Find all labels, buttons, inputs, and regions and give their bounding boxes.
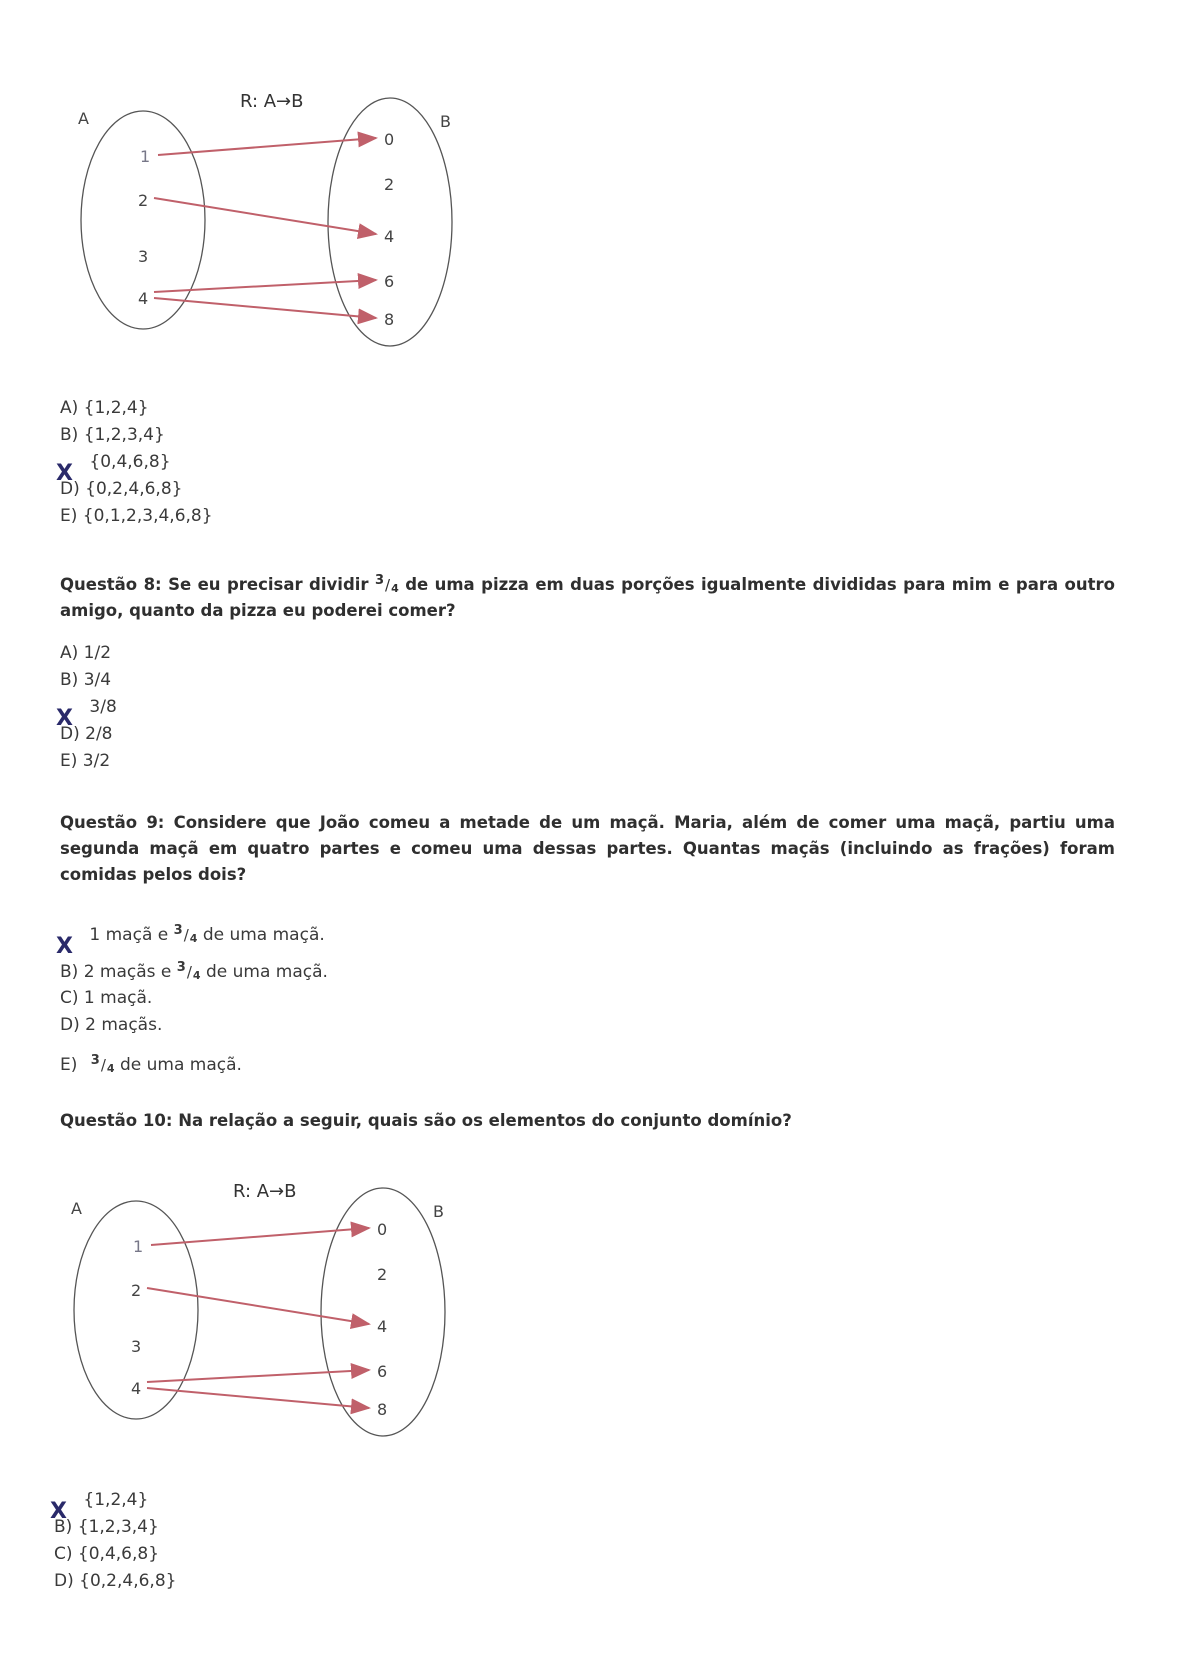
option-text: {0,4,6,8} xyxy=(89,452,171,472)
q10-option-a[interactable] xyxy=(50,1490,149,1524)
arrow-4-to-6 xyxy=(147,1370,369,1382)
answer-mark-icon: X xyxy=(50,1499,67,1524)
option-text: {0,2,4,6,8} xyxy=(85,479,183,499)
option-text: 3/2 xyxy=(82,751,111,771)
q8-option-a[interactable] xyxy=(60,643,111,663)
diagram-group xyxy=(78,91,452,346)
q8-option-e[interactable] xyxy=(60,751,110,771)
relation-title: R: A→B xyxy=(233,1181,297,1202)
option-text: {1,2,3,4} xyxy=(83,425,165,445)
b-element: 0 xyxy=(384,130,395,149)
option-text: 1 maçã. xyxy=(83,988,153,1008)
q7-option-b[interactable] xyxy=(60,425,165,445)
q8-option-d[interactable] xyxy=(60,724,113,744)
a-element: 4 xyxy=(131,1379,142,1398)
relation-diagram-2 xyxy=(0,1090,493,1450)
fraction-num: 3 xyxy=(90,1053,100,1068)
q7-option-c[interactable] xyxy=(56,452,171,486)
q8-option-c[interactable] xyxy=(56,697,117,731)
q7-option-e[interactable] xyxy=(60,506,213,526)
option-letter: A) xyxy=(60,398,79,418)
option-letter: B) xyxy=(60,962,79,982)
option-text: {1,2,4} xyxy=(83,398,149,418)
option-text: 3/4 xyxy=(83,670,112,690)
option-text: {1,2,3,4} xyxy=(77,1517,159,1537)
q8-text-prefix: Questão 8: Se eu precisar dividir xyxy=(60,575,369,594)
option-text: de uma maçã. xyxy=(119,1055,242,1075)
arrow-2-to-4 xyxy=(147,1288,369,1324)
option-text: {0,1,2,3,4,6,8} xyxy=(82,506,213,526)
a-element: 1 xyxy=(140,147,151,166)
option-text: 1 maçã e xyxy=(89,925,169,945)
fraction-slash: / xyxy=(100,1056,106,1074)
a-element: 3 xyxy=(138,247,149,266)
fraction-num: 3 xyxy=(374,573,385,588)
b-element: 2 xyxy=(377,1265,388,1284)
b-element: 4 xyxy=(377,1317,388,1336)
q7-option-a[interactable] xyxy=(60,398,149,418)
q9-option-b[interactable] xyxy=(60,962,328,982)
q7-option-d[interactable] xyxy=(60,479,182,499)
fraction-num: 3 xyxy=(173,923,183,938)
option-letter: E) xyxy=(60,751,78,771)
option-letter: E) xyxy=(60,1055,78,1075)
option-text: {0,4,6,8} xyxy=(77,1544,160,1564)
set-b-label: B xyxy=(433,1202,444,1221)
option-text: 3/8 xyxy=(89,697,117,717)
a-element: 4 xyxy=(138,289,149,308)
q9-option-c[interactable] xyxy=(60,988,152,1008)
option-letter: C) xyxy=(54,1544,73,1564)
answer-mark-icon: X xyxy=(56,461,73,486)
set-b-label: B xyxy=(440,112,451,131)
option-letter: B) xyxy=(60,425,79,445)
fraction-three-quarters xyxy=(173,923,198,945)
option-text: de uma maçã. xyxy=(202,925,325,945)
answer-mark-icon: X xyxy=(56,706,73,731)
fraction-den: 4 xyxy=(106,1062,115,1075)
option-letter: B) xyxy=(54,1517,73,1537)
q10-option-c[interactable] xyxy=(54,1544,159,1564)
option-text: de uma maçã. xyxy=(205,962,328,982)
set-a-label: A xyxy=(78,109,89,128)
option-letter: D) xyxy=(60,724,80,744)
b-element: 6 xyxy=(384,272,395,291)
a-element: 2 xyxy=(138,191,149,210)
b-element: 6 xyxy=(377,1362,388,1381)
option-letter: D) xyxy=(54,1571,74,1591)
set-a-label: A xyxy=(71,1199,82,1218)
option-letter: E) xyxy=(60,506,78,526)
option-letter: D) xyxy=(60,1015,80,1035)
fraction-slash: / xyxy=(385,576,391,594)
option-letter: A) xyxy=(60,643,79,663)
b-element: 4 xyxy=(384,227,395,246)
q9-option-e[interactable] xyxy=(60,1055,242,1075)
fraction-num: 3 xyxy=(176,960,186,975)
b-element: 2 xyxy=(384,175,395,194)
b-element: 0 xyxy=(377,1220,388,1239)
option-letter: D) xyxy=(60,479,80,499)
relation-title: R: A→B xyxy=(240,91,304,112)
fraction-three-quarters xyxy=(176,960,201,982)
option-text: 2 maçãs. xyxy=(85,1015,163,1035)
option-letter: B) xyxy=(60,670,79,690)
a-element: 3 xyxy=(131,1337,142,1356)
q8-text-suffix: de uma pizza em duas porções igualmente divididas para mim e para outro amigo, quanto da pizza eu poderei comer? xyxy=(60,575,1115,620)
arrow-2-to-4 xyxy=(154,198,376,234)
q9-option-a[interactable] xyxy=(56,923,325,959)
a-element: 1 xyxy=(133,1237,144,1256)
arrow-4-to-6 xyxy=(154,280,376,292)
b-element: 8 xyxy=(384,310,395,329)
fraction-den: 4 xyxy=(391,582,399,595)
question-9: Questão 9: Considere que João comeu a metade de um maçã. Maria, além de comer uma maçã, partiu uma segunda maçã em quatro partes e comeu uma dessas partes. Quantas maçãs (incluindo as frações) foram comidas pelos dois? xyxy=(60,813,1115,884)
q10-option-b[interactable] xyxy=(54,1517,159,1537)
option-text: {1,2,4} xyxy=(83,1490,149,1510)
option-text: 1/2 xyxy=(83,643,112,663)
arrow-1-to-0 xyxy=(158,138,376,155)
fraction-three-quarters xyxy=(374,573,399,595)
fraction-three-quarters xyxy=(90,1053,115,1075)
b-element: 8 xyxy=(377,1400,388,1419)
arrow-1-to-0 xyxy=(151,1228,369,1245)
option-text: 2/8 xyxy=(85,724,113,744)
fraction-slash: / xyxy=(186,963,192,981)
question-10: Questão 10: Na relação a seguir, quais são os elementos do conjunto domínio? xyxy=(60,1111,792,1130)
option-text: {0,2,4,6,8} xyxy=(79,1571,177,1591)
fraction-slash: / xyxy=(183,926,189,944)
q8-option-b[interactable] xyxy=(60,670,111,690)
fraction-den: 4 xyxy=(189,932,198,945)
fraction-den: 4 xyxy=(192,969,201,982)
q10-option-d[interactable] xyxy=(54,1571,176,1591)
option-text: 2 maçãs e xyxy=(83,962,172,982)
a-element: 2 xyxy=(131,1281,142,1300)
question-8 xyxy=(60,572,1115,624)
answer-mark-icon: X xyxy=(56,934,73,959)
option-letter: C) xyxy=(60,988,79,1008)
relation-diagram-1 xyxy=(0,0,500,360)
q9-option-d[interactable] xyxy=(60,1015,162,1035)
